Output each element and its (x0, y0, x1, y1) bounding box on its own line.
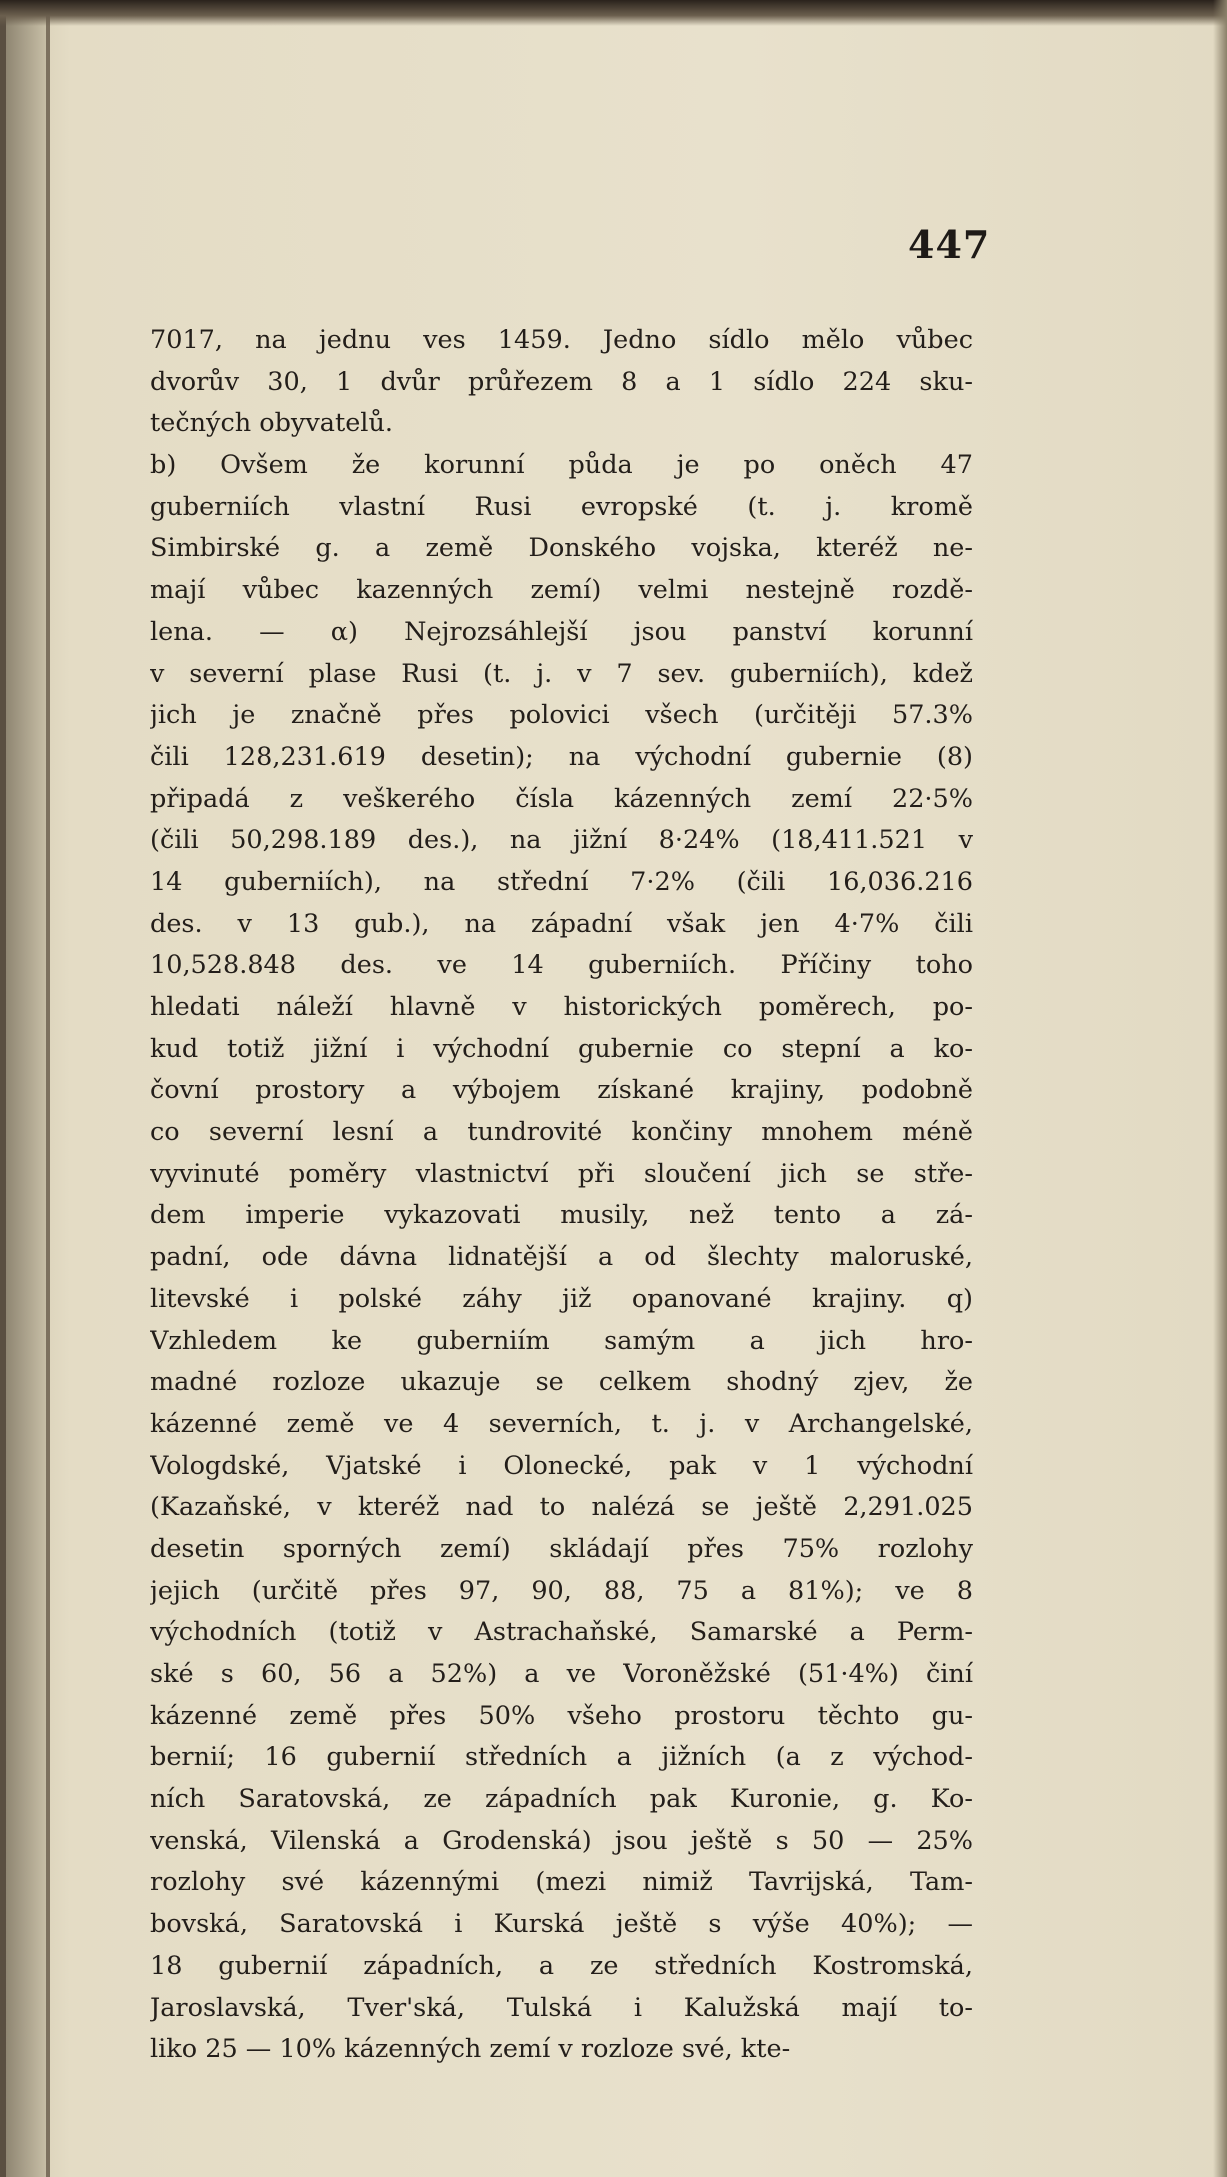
text-line: ních Saratovská, ze západních pak Kuronie, g. Ko- (150, 1784, 973, 1815)
text-line: dvorův 30, 1 dvůr průřezem 8 a 1 sídlo 224 sku- (150, 366, 973, 397)
text-line: kázenné země přes 50% všeho prostoru těchto gu- (150, 1700, 973, 1731)
top-edge-shadow (0, 0, 1227, 26)
text-line: (čili 50,298.189 des.), na jižní 8·24% (18,411.521 v (150, 825, 973, 856)
text-line: jejich (určitě přes 97, 90, 88, 75 a 81%); ve 8 (150, 1575, 973, 1606)
text-line: mají vůbec kazenných zemí) velmi nestejně rozdě- (150, 575, 973, 606)
spine-shadow (6, 0, 46, 2177)
text-line: padní, ode dávna lidnatější a od šlechty maloruské, (150, 1242, 973, 1273)
text-line: hledati náleží hlavně v historických poměrech, po- (150, 992, 973, 1022)
text-line: Simbirské g. a země Donského vojska, kteréž ne- (150, 533, 973, 564)
text-line: v severní plase Rusi (t. j. v 7 sev. guberniích), kdež (150, 658, 973, 689)
spine-fold-line (46, 0, 50, 2177)
text-line: tečných obyvatelů. (150, 408, 393, 439)
text-line: vyvinuté poměry vlastnictví při sloučení jich se stře- (150, 1158, 973, 1189)
body-text (150, 320, 973, 2071)
text-line: (Kazaňské, v kteréž nad to nalézá se ještě 2,291.025 (150, 1492, 973, 1523)
text-line: čovní prostory a výbojem získané krajiny, podobně (150, 1075, 973, 1106)
text-line: 18 gubernií západních, a ze středních Kostromská, (150, 1950, 973, 1981)
text-line: lena. — α) Nejrozsáhlejší jsou panství korunní (150, 616, 973, 647)
text-line: madné rozloze ukazuje se celkem shodný zjev, že (150, 1367, 973, 1398)
text-line: dem imperie vykazovati musily, než tento a zá- (150, 1200, 973, 1231)
text-line: guberniích vlastní Rusi evropské (t. j. kromě (150, 491, 973, 522)
text-line: Vzhledem ke guberniím samým a jich hro- (150, 1325, 973, 1356)
text-line: připadá z veškerého čísla kázenných zemí 22·5% (150, 783, 973, 814)
text-line: liko 25 — 10% kázenných zemí v rozloze své, kte- (150, 2034, 791, 2065)
text-line: ské s 60, 56 a 52%) a ve Voroněžské (51·4%) činí (150, 1659, 973, 1689)
text-line: jich je značně přes polovici všech (určitěji 57.3% (150, 700, 973, 731)
text-line: 10,528.848 des. ve 14 guberniích. Příčiny toho (150, 950, 973, 981)
text-line: čili 128,231.619 desetin); na východní gubernie (8) (150, 741, 973, 772)
right-edge-shadow (1213, 0, 1227, 2177)
text-line: b) Ovšem že korunní půda je po oněch 47 (150, 450, 973, 481)
text-line: 7017, na jednu ves 1459. Jedno sídlo mělo vůbec (150, 325, 973, 355)
text-line: desetin sporných zemí) skládají přes 75% rozlohy (150, 1533, 973, 1564)
text-line: 14 guberniích), na střední 7·2% (čili 16,036.216 (150, 866, 973, 897)
text-line: Vologdské, Vjatské i Olonecké, pak v 1 východní (150, 1450, 973, 1481)
text-line: bovská, Saratovská i Kurská ještě s výše 40%); — (150, 1909, 973, 1940)
text-line: kázenné země ve 4 severních, t. j. v Archangelské, (150, 1408, 973, 1439)
text-line: bernií; 16 gubernií středních a jižních (a z východ- (150, 1742, 973, 1773)
page-number: 447 (908, 222, 991, 267)
text-line: co severní lesní a tundrovité končiny mnohem méně (150, 1117, 973, 1148)
text-line: litevské i polské záhy již opanované krajiny. q) (150, 1283, 973, 1314)
text-line: kud totiž jižní i východní gubernie co stepní a ko- (150, 1033, 973, 1064)
text-line: východních (totiž v Astrachaňské, Samarské a Perm- (150, 1617, 973, 1648)
text-line: venská, Vilenská a Grodenská) jsou ještě s 50 — 25% (150, 1825, 973, 1856)
text-line: des. v 13 gub.), na západní však jen 4·7% čili (150, 908, 973, 939)
text-line: rozlohy své kázennými (mezi nimiž Tavrijská, Tam- (150, 1867, 973, 1898)
text-line: Jaroslavská, Tver'ská, Tulská i Kalužská mají to- (150, 1992, 973, 2023)
